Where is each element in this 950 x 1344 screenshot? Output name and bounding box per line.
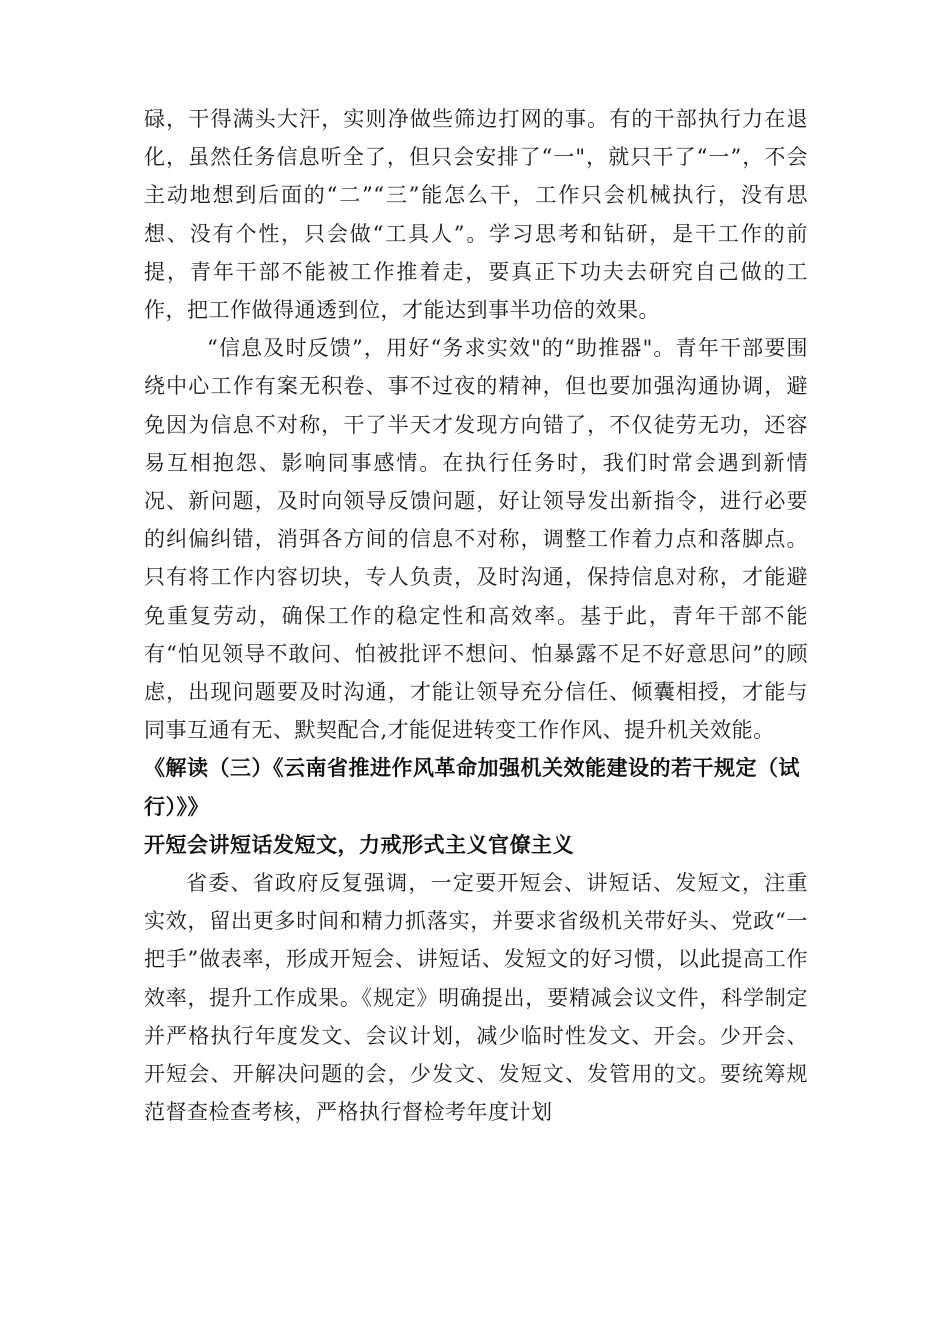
section-heading: 《解读（三）《云南省推进作风革命加强机关效能建设的若干规定（试行）》》	[144, 756, 800, 819]
section-subheading: 开短会讲短话发短文，力戒形式主义官僚主义	[144, 832, 574, 857]
paragraph-continuation: 碌，干得满头大汗，实则净做些筛边打网的事。有的干部执行力在退化，虽然任务信息听全了，但只会安排了“一"，就只干了“一”，不会主动地想到后面的“二”“三”能怎么干，工作只会机械执行，没有思想、没有个性，只会做“工具人”。学习思考和钻研，是干工作的前提，青年干部不能被工作推着走，要真正下功夫去研究自己做的工作，把工作做得通透到位，才能达到事半功倍的效果。	[144, 107, 808, 323]
paragraph-short-meetings: 省委、省政府反复强调，一定要开短会、讲短话、发短文，注重实效，留出更多时间和精力抓落实，并要求省级机关带好头、党政“一把手”做表率，形成开短会、讲短话、发短文的好习惯，以此提高工作效率，提升工作成果。《规定》明确提出，要精减会议文件，科学制定并严格执行年度发文、会议计划，减少临时性发文、开会。少开会、开短会、开解决问题的会，少发文、发短文、发管用的文。要统筹规范督查检查考核，严格执行督检考年度计划	[144, 871, 808, 1125]
paragraph-feedback: “信息及时反馈”，用好“务求实效"的“助推器"。青年干部要围绕中心工作有案无积卷、事不过夜的精神，但也要加强沟通协调，避免因为信息不对称，干了半天才发现方向错了，不仅徒劳无功，还容易互相抱怨、影响同事感情。在执行任务时，我们时常会遇到新情况、新问题，及时向领导反馈问题，好让领导发出新指令，进行必要的纠偏纠错，消弭各方间的信息不对称，调整工作着力点和落脚点。只有将工作内容切块，专人负责，及时沟通，保持信息对称，才能避免重复劳动，确保工作的稳定性和高效率。基于此，青年干部不能有“怕见领导不敢问、怕被批评不想问、怕暴露不足不好意思问”的顾虑，出现问题要及时沟通，才能让领导充分信任、倾囊相授，才能与同事互通有无、默契配合,才能促进转变工作作风、提升机关效能。	[144, 336, 808, 743]
document-body	[144, 100, 808, 1131]
